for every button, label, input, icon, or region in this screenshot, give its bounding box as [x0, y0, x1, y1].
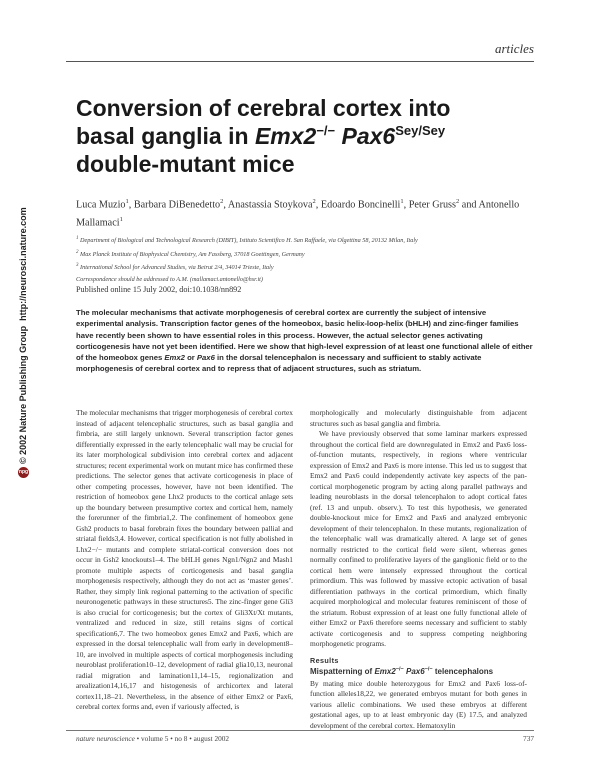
author-name: Anastassia Stoykova	[227, 199, 313, 211]
author-affiliation-marker: 1	[125, 198, 129, 205]
author-name: Barbara DiBenedetto	[133, 199, 221, 211]
author-list: Luca Muzio$^1$, Barbara DiBenedetto$^2$, Anastassia Stoykova$^2$, Edoardo Boncinelli$^1$, Peter Gruss$^2$ and Antonello Mallamaci$^1$	[76, 198, 520, 229]
affiliation-number: 2	[76, 249, 79, 255]
header-rule	[66, 61, 534, 62]
body-column-right-paragraphs	[310, 408, 527, 650]
author-name: Edoardo Boncinelli	[320, 199, 401, 211]
page-number: 737	[523, 734, 534, 743]
body-column-left	[76, 408, 293, 713]
side-url-link[interactable]: http://neurosci.nature.com	[18, 207, 28, 321]
results-subheading-suffix: telencephalons	[432, 667, 494, 676]
author-affiliation-marker: 1	[400, 198, 404, 205]
footer-volume: volume 5	[141, 734, 169, 743]
affiliation-item	[76, 260, 546, 274]
footer-citation: nature neuroscience • volume 5 • no 8 • august 2002	[76, 734, 230, 743]
results-paragraph: By mating mice double heterozygous for Emx2 and Pax6 loss-of-function alleles18,22, we generated embryos mutant for both genes in various allelic combinations. We used these embryos at different gestational ages, up to at least embryonic day (E) 17.5, and analyzed development of the cerebral cortex. Hematoxylin	[310, 678, 527, 730]
author-affiliation-marker: 2	[456, 198, 460, 205]
abstract-gene-emx2: Emx2	[164, 353, 185, 363]
affiliation-text: International School for Advanced Studies, via Beirut 2/4, 34014 Trieste, Italy	[80, 264, 274, 272]
npg-logo-icon: npg	[18, 467, 29, 478]
author-affiliation-marker: 1	[119, 216, 123, 224]
results-heading: Results	[310, 655, 339, 665]
author-name: Antonello Mallamaci	[76, 199, 520, 229]
body-paragraph: morphologically and molecularly distinguishable from adjacent structures such as basal ganglia and fimbria.	[310, 408, 527, 428]
author-affiliation-marker: 2	[312, 198, 316, 205]
author-name: Peter Gruss	[408, 199, 456, 211]
footer-journal-name: nature neuroscience	[76, 734, 135, 743]
title-gene-emx2: Emx2	[254, 123, 317, 149]
affiliation-items	[76, 233, 546, 274]
affiliation-number: 3	[76, 263, 79, 269]
footer-date: august 2002	[193, 734, 230, 743]
results-subheading	[310, 667, 527, 678]
article-title	[76, 94, 546, 178]
title-gene-pax6: Pax6	[341, 123, 396, 149]
body-paragraph: We have previously observed that some laminar markers expressed throughout the cortical field are downregulated in Emx2 and Pax6 loss-of-function mutants, respectively, in regions where ventricular expression of Emx2 and Pax6 is more intense. This led us to suggest that Emx2 and Pax6 could independently activate key aspects of the pan-cortical morphogenetic program by acting along parallel pathways and leading neuroblasts in the dorsal telencephalon to adopt cortical fates (ref. 13 and unpub. observ.). To test this hypothesis, we generated double-knockout mice for Emx2 and Pax6 and analyzed embryonic development of their telencephalon. In these mutants, regionalization of the telencephalic wall was dramatically altered. A large set of genes normally restricted to the cortical field were silent, whereas genes normally confined to proliferative layers of the ganglionic field or to the cortical hem were intensely expressed throughout the cortical primordium. This was followed by massive ectopic activation of basal differentiation pathways in the cortical primordium, which finally acquired morphological and molecular features reminiscent of those of the striatum. Robust expression of at least one fully functional allele of either Emx2 or Pax6 therefore seems necessary and sufficient to stably activate corticogenesis and to suppress competing neighboring morphogenetic programs.	[310, 429, 527, 648]
affiliation-text: Max Planck Institute of Biophysical Chemistry, Am Fassberg, 37018 Goettingen, Germany	[80, 250, 305, 258]
author-affiliation-marker: 2	[220, 198, 224, 205]
affiliation-item	[76, 233, 546, 247]
results-subheading-emx2-genotype: −/−	[395, 666, 404, 673]
affiliation-item	[76, 247, 546, 261]
publication-info: Published online 15 July 2002, doi:10.1038/nn892	[76, 285, 242, 294]
results-subheading-prefix: Mispatterning of	[310, 667, 375, 676]
results-subheading-gene-emx2: Emx2	[374, 667, 396, 676]
title-line-1: Conversion of cerebral cortex into	[76, 95, 451, 121]
affiliation-number: 1	[76, 236, 79, 241]
body-column-right	[310, 408, 527, 731]
title-gene-emx2-genotype: −/−	[316, 123, 336, 138]
correspondence-line: Correspondence should be addressed to A.M. (mallamaci.antonello@hsr.it)	[76, 275, 263, 283]
side-strip-text	[18, 207, 29, 478]
abstract-connector: or	[184, 353, 197, 363]
title-gene-pax6-genotype: Sey/Sey	[395, 123, 446, 138]
title-line-3: double-mutant mice	[76, 151, 295, 177]
title-line-2-prefix: basal ganglia in	[76, 123, 255, 149]
author-name: Luca Muzio	[76, 199, 126, 211]
affiliation-text: Department of Biological and Technological Research (DIBIT), Istituto Scientifico H. San Raffaele, via Olgettina 58, 20132 Milan, Italy	[80, 237, 418, 245]
footer-rule	[66, 730, 534, 731]
affiliation-list	[76, 233, 546, 285]
abstract-part-1: The molecular mechanisms that activate morphogenesis of cerebral cortex are currently the subject of intensive experimental analysis. Transcription factor genes of the homeobox, basic helix-loop-helix (bHLH) and zinc-finger families have recently been shown to have essential roles in this process. However, the actual selector genes activating corticogenesis have not yet been identified. Here we show that high-level expression of at least one functional allele of either of the homeobox genes	[76, 308, 533, 363]
results-subheading-pax6-genotype: −/−	[424, 666, 433, 673]
footer-issue: no 8	[174, 734, 188, 743]
results-subheading-gene-pax6: Pax6	[406, 667, 425, 676]
body-paragraph: The molecular mechanisms that trigger morphogenesis of cerebral cortex instead of adjacent telencephalic structures, such as basal ganglia and fimbria, are still largely unknown. Several transcription factor genes differentially expressed in the early telencephalic wall may be crucial for its later morphological subdivision into cerebral cortex and adjacent structures; recent experimental work on mutant mice has confirmed these predictions. The selector genes that activate corticogenesis in place of other competing processes, however, have not been identified. The restriction of homeobox gene Lhx2 products to the cortical anlage sets up the boundary between presumptive cortex and cortical hem, namely the forerunner of the fimbria1,2. The confinement of homeobox gene Gsh2 products to basal forebrain fixes the boundary between pallial and striatal fields3,4. However, cortical specification is not fully abolished in Lhx2−/− mutants and complete striatal-cortical conversion does not occur in Gsh2 knockouts1–4. The bHLH genes Ngn1/Ngn2 and Mash1 promote multiple aspects of corticogenesis and basal ganglia morphogenesis respectively, although they do not act as ‘master genes’. Rather, they simply link regional patterning to the activation of specific neuronogenetic pathways in these structures5. The zinc-finger gene Gli3 is also crucial for corticogenesis; but the cortex of Gli3Xt/Xt mutants, ventralized and reduced in size, still retains signs of cortical specification6,7. The two homeobox genes Emx2 and Pax6, which are expressed in the dorsal telencephalic wall from early in development8–10, are involved in multiple aspects of cortical morphogenesis including neuroblast proliferation10–12, development of radial glia10,13, neuronal radial migration and lamination11,14–15, regionalization and arealization14,16,17 and histogenesis of archicortex and lateral cortex11,18–21. Nevertheless, in the absence of either Emx2 or Pax6, cerebral cortex forms and, even if variously affected, is	[76, 408, 293, 711]
side-copyright: © 2002 Nature Publishing Group	[18, 325, 28, 464]
section-label: articles	[495, 41, 534, 56]
abstract-part-2: in the dorsal telencephalon is necessary and sufficient to stably activate morphogenesis of cerebral cortex and to repress that of adjacent structures, such as striatum.	[76, 353, 482, 374]
abstract	[76, 307, 534, 375]
abstract-gene-pax6: Pax6	[196, 353, 215, 363]
